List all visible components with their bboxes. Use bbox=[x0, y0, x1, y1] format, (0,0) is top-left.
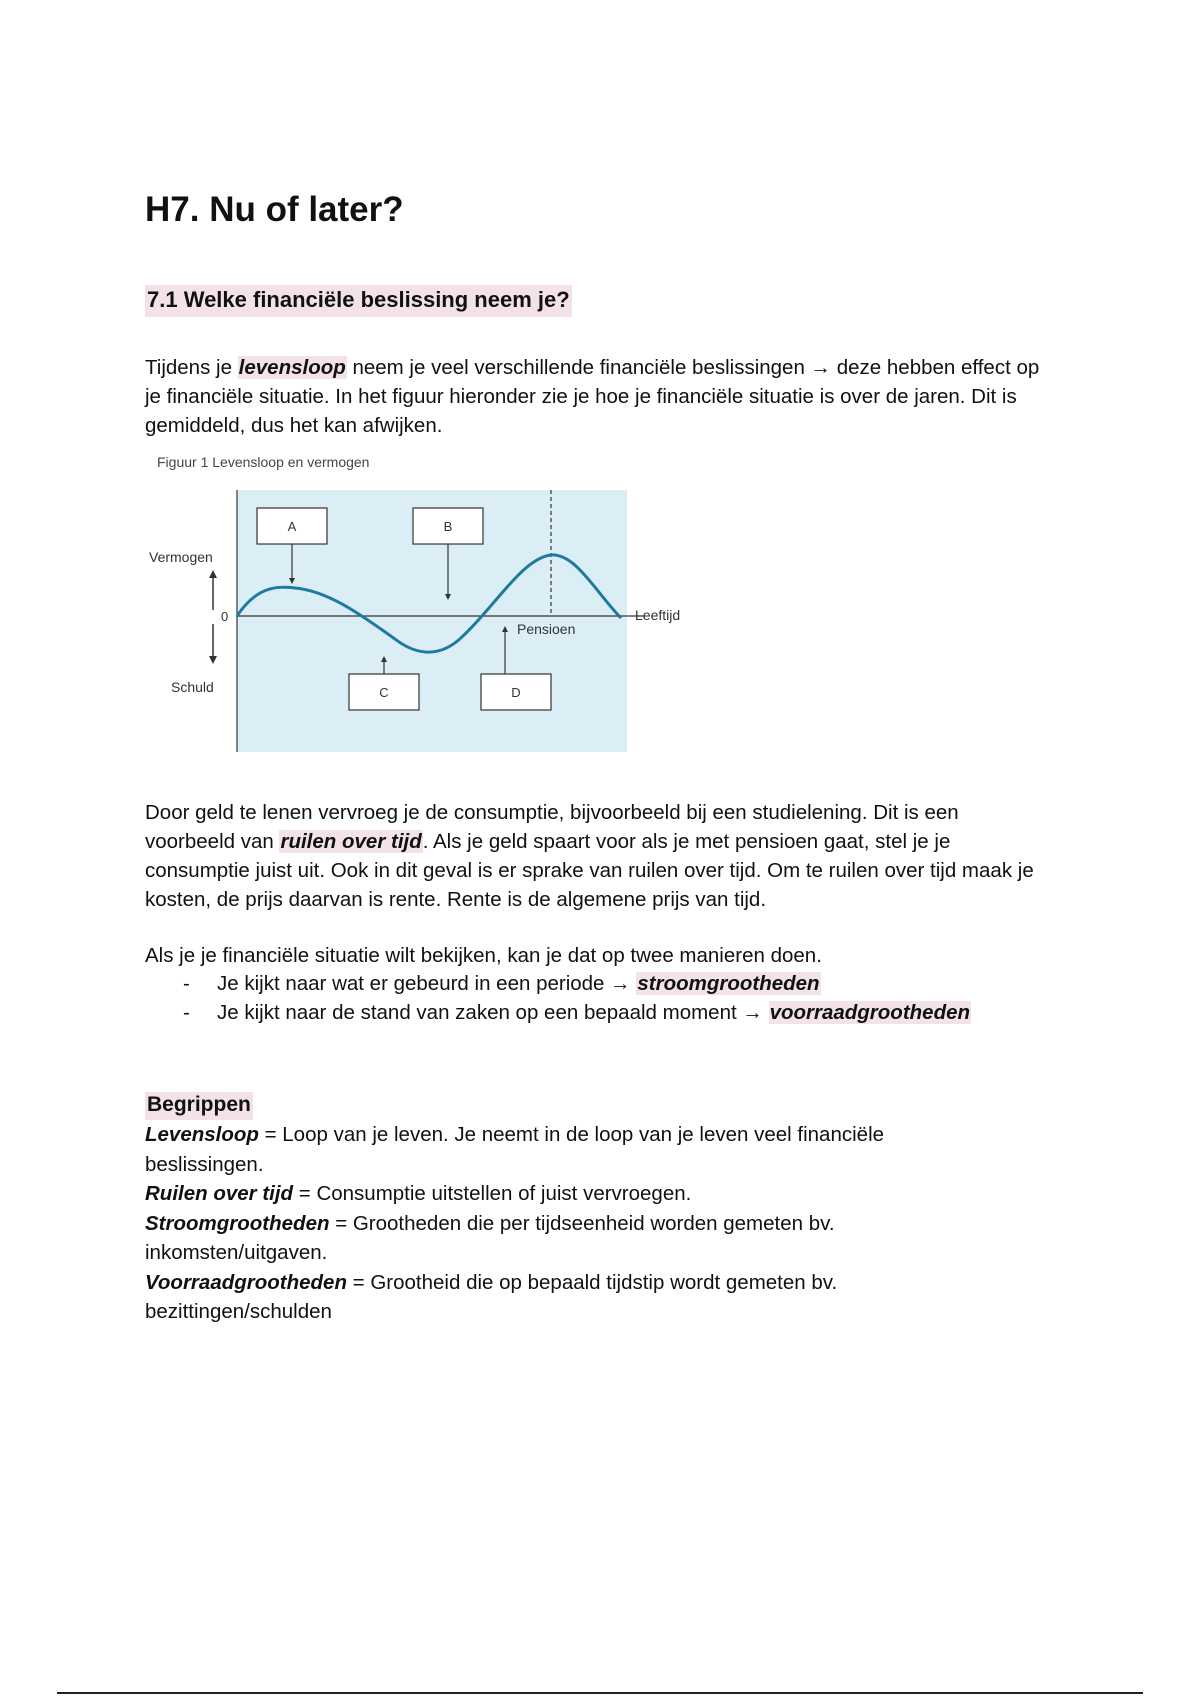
section-heading: 7.1 Welke financiële beslissing neem je? bbox=[145, 285, 572, 317]
box-c-label: C bbox=[379, 685, 389, 700]
bullet-list bbox=[145, 969, 1045, 1027]
list-item: - Je kijkt naar wat er gebeurd in een periode → stroomgrootheden bbox=[183, 972, 820, 995]
label-pensioen: Pensioen bbox=[517, 621, 576, 637]
term-item: Stroomgrootheden = Grootheden die per tijdseenheid worden gemeten bv. inkomsten/uitgaven. bbox=[145, 1211, 835, 1264]
paragraph-manieren: Als je je financiële situatie wilt bekijken, kan je dat op twee manieren doen. bbox=[145, 944, 822, 967]
box-a-label: A bbox=[287, 519, 297, 534]
highlight-voorraadgrootheden: voorraadgrootheden bbox=[769, 1001, 971, 1024]
page-title: H7. Nu of later? bbox=[145, 190, 404, 229]
term-item: Ruilen over tijd = Consumptie uitstellen of juist vervroegen. bbox=[145, 1182, 692, 1205]
term-item: Voorraadgrootheden = Grootheid die op bepaald tijdstip wordt gemeten bv. bezittingen/schulden bbox=[145, 1270, 838, 1323]
page-bottom-rule bbox=[57, 1692, 1143, 1694]
label-leeftijd: Leeftijd bbox=[635, 607, 681, 623]
begrippen-heading: Begrippen bbox=[145, 1092, 253, 1120]
highlight-ruilen-over-tijd: ruilen over tijd bbox=[280, 830, 422, 853]
highlight-levensloop: levensloop bbox=[238, 356, 346, 379]
figure-diagram bbox=[145, 446, 700, 756]
highlight-stroomgrootheden: stroomgrootheden bbox=[637, 972, 820, 995]
label-zero: 0 bbox=[221, 609, 229, 624]
box-d-label: D bbox=[511, 685, 521, 700]
arrow-up-head bbox=[209, 570, 217, 578]
term-item: Levensloop = Loop van je leven. Je neemt in de loop van je leven veel financiële beslissingen. bbox=[145, 1123, 885, 1176]
paragraph-ruilen: Door geld te lenen vervroeg je de consumptie, bijvoorbeeld bij een studielening. Dit is een voorbeeld van ruilen over tijd. Als je geld spaart voor als je met pensioen gaat, stel je je consumptie juist uit. Ook in dit geval is er sprake van ruilen over tijd. Om te ruilen over tijd maak je kosten, de prijs daarvan is rente. Rente is de algemene prijs van tijd. bbox=[145, 801, 1034, 911]
list-item: - Je kijkt naar de stand van zaken op een bepaald moment → voorraadgrootheden bbox=[183, 1001, 971, 1024]
box-b-label: B bbox=[443, 519, 453, 534]
label-schuld: Schuld bbox=[171, 679, 214, 695]
figure-levensloop bbox=[145, 446, 700, 756]
arrow-down-head bbox=[209, 656, 217, 664]
figure-caption: Figuur 1 Levensloop en vermogen bbox=[157, 454, 370, 470]
begrippen-list bbox=[145, 1120, 1005, 1327]
intro-paragraph: Tijdens je levensloop neem je veel verschillende financiële beslissingen → deze hebben effect op je financiële situatie. In het figuur hieronder zie je hoe je financiële situatie is over de jaren. Dit is gemiddeld, dus het kan afwijken. bbox=[145, 356, 1040, 437]
label-vermogen: Vermogen bbox=[149, 549, 213, 565]
